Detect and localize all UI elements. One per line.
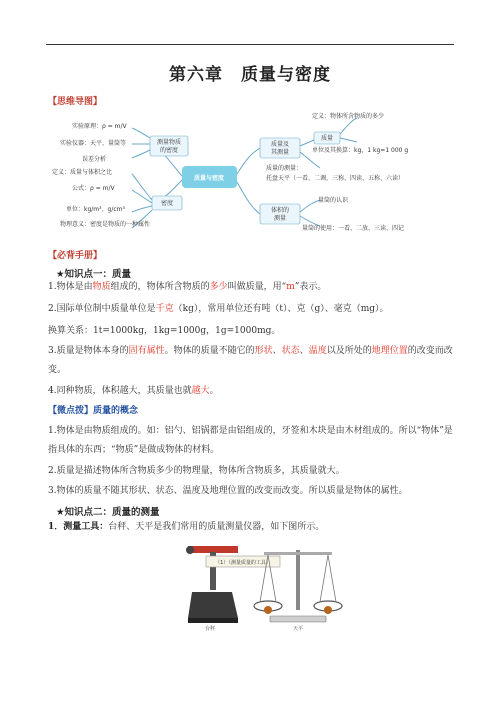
mindmap-measure-density-line1: 测量物质: [156, 139, 182, 146]
caption-balance: 天平: [292, 626, 304, 632]
mindmap-mass-line2: 其测量: [270, 149, 290, 156]
section-handbook-heading: 【必背手册】: [48, 251, 103, 261]
chapter-title: 第六章 质量与密度: [169, 65, 331, 85]
balance-figure: [250, 540, 400, 632]
caption-platform-scale: 台秤: [204, 626, 216, 632]
mindmap-experiment-principle: 实验原理：ρ = m/V: [72, 123, 127, 130]
tip-paragraph-3: 3.物体的质量不随其形状、状态、温度及地理位置的改变而改变。所以质量是物体的属性。: [48, 486, 408, 496]
mindmap-measure-density-line2: 的密度: [159, 147, 179, 154]
kp1-paragraph-3: 换算关系：1t=1000kg，1kg=1000g，1g=1000mg。: [48, 326, 281, 336]
mindmap-volume-line1: 体积的: [270, 207, 290, 214]
mindmap-physical-meaning: 物理意义：密度是物质的一种属性: [60, 221, 151, 228]
mindmap-cylinder-use: 量筒的使用：一看、二放、三读、四记: [302, 225, 405, 232]
kp2-paragraph-1: 1．测量工具：台秤、天平是我们常用的质量测量仪器，如下图所示。: [48, 522, 325, 532]
mindmap-center-label: 质量与密度: [193, 175, 225, 182]
mindmap-mass-measure: 质量的测量：: [266, 165, 303, 172]
mindmap-mass-measure-tool: 托盘天平（一看、二调、三称、四读、五称、六读）: [266, 175, 405, 182]
mindmap-error-analysis: 误差分析: [82, 156, 107, 163]
mindmap-density-node: 密度: [160, 200, 174, 207]
mindmap-mass-line1: 质量及: [270, 141, 290, 148]
mindmap-volume-line2: 测量: [273, 215, 287, 222]
mindmap-mass-node: 质量: [320, 135, 334, 142]
mindmap-mass-unit: 单位及其换算：kg，1 kg=1 000 g: [312, 147, 409, 154]
knowledge-point-2-title: ★知识点二：质量的测量: [56, 507, 160, 518]
mindmap-experiment-tools: 实验仪器：天平、量筒等: [60, 140, 127, 147]
mind-map: [52, 108, 409, 246]
section-mindmap-heading: 【思维导图】: [48, 97, 103, 107]
mindmap-cylinder-know: 量筒的认识: [318, 197, 349, 204]
figure-label: （1）（测量质量的工具）: [215, 560, 271, 566]
tip-paragraph-2: 2.质量是描述物体所含物质多少的物理量，物体所含物质多，其质量就大。: [48, 466, 345, 476]
tip-heading: 【微点拨】质量的概念: [48, 406, 139, 416]
kp1-paragraph-2: 2.国际单位制中质量单位是千克（kg），常用单位还有吨（t）、克（g）、毫克（mg）。: [48, 304, 389, 314]
tip-paragraph-1: 1.物体是由物质组成的。如：铝勺、铝锅都是由铝组成的，牙签和木块是由木材组成的。所以“物体”是指具体的东西；“物质”是做成物体的材料。: [48, 426, 453, 455]
mindmap-mass-definition: 定义：物体所含物质的多少: [312, 113, 385, 120]
mindmap-density-unit: 单位：kg/m³、g/cm³: [66, 206, 125, 213]
mindmap-density-definition: 定义：质量与体积之比: [52, 169, 113, 176]
kp1-paragraph-5: 4.同种物质，体积越大，其质量也就越大。: [48, 386, 219, 396]
kp1-paragraph-4: 3.质量是物体本身的固有属性。物体的质量不随它的形状、状态、温度以及所处的地理位置的改变而改变。: [48, 346, 453, 375]
header-rule: [46, 44, 454, 45]
kp1-paragraph-1: 1.物体是由物质组成的，物体所含物质的多少叫做质量，用“m”表示。: [48, 282, 327, 292]
mindmap-density-formula: 公式：ρ = m/V: [72, 185, 115, 192]
knowledge-point-1-title: ★知识点一：质量: [56, 269, 132, 280]
